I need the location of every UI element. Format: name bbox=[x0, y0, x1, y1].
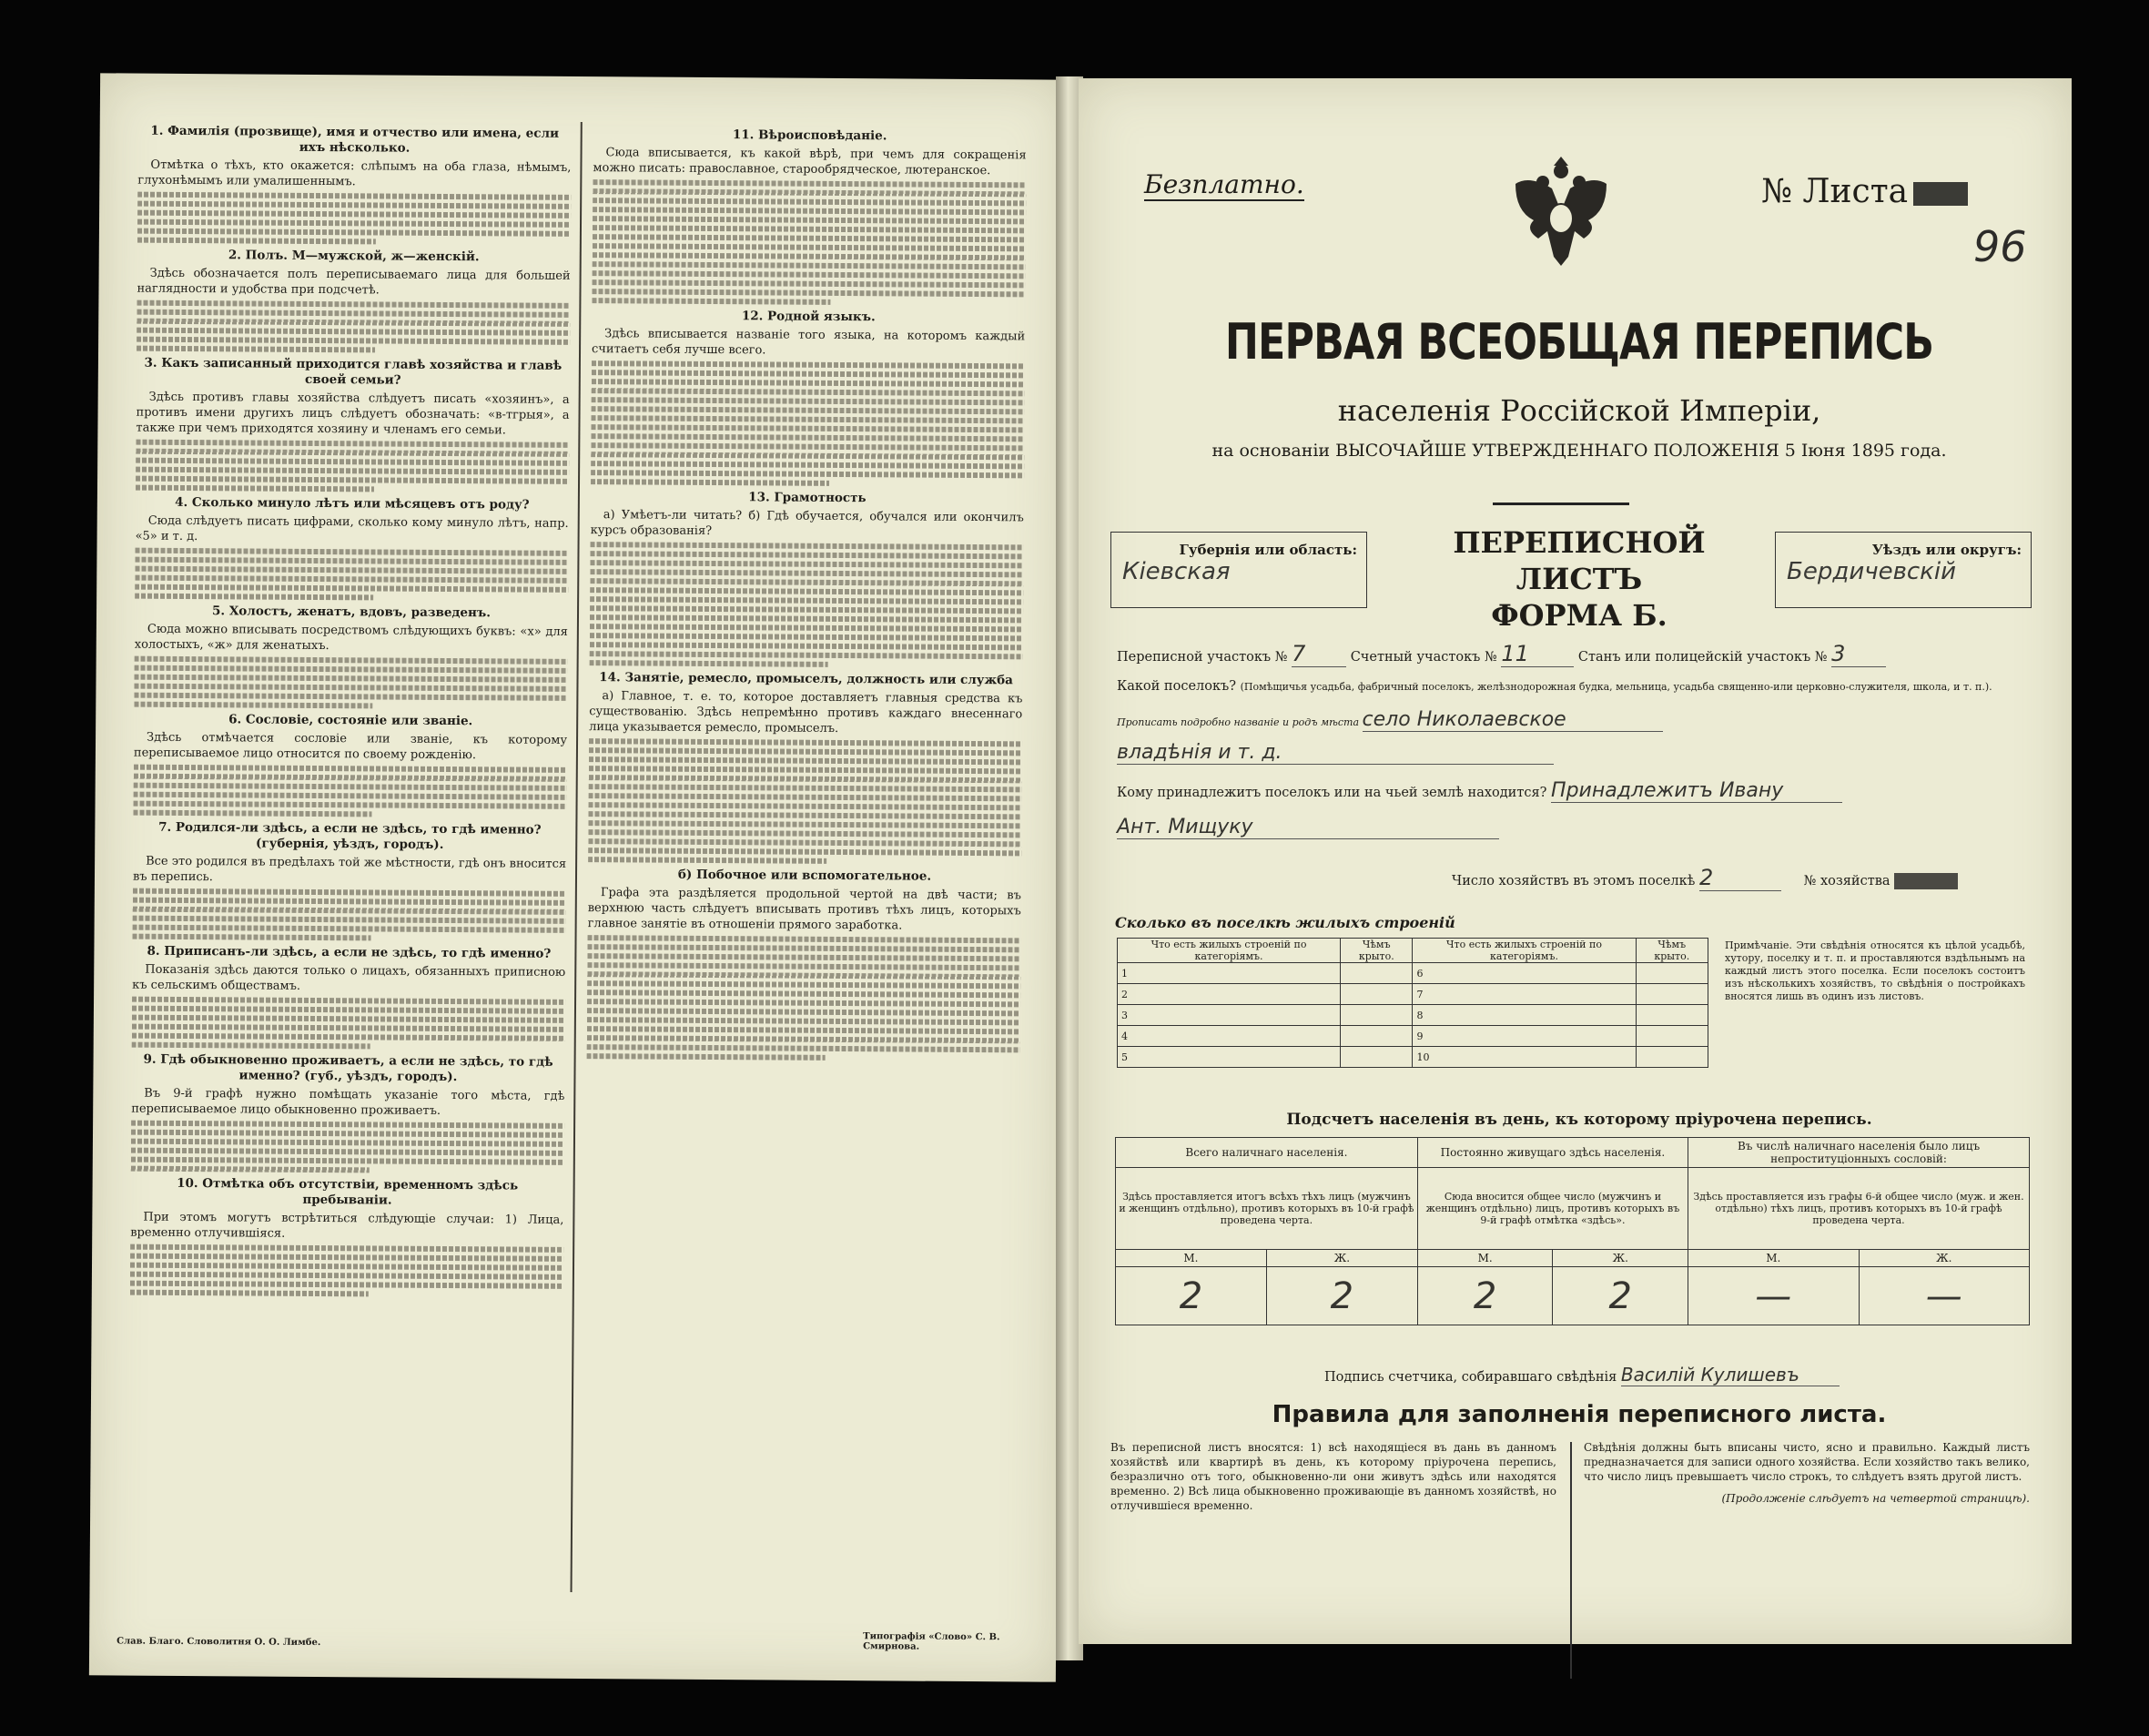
dwellings-row-num: 5 bbox=[1118, 1047, 1341, 1068]
fine-print-line bbox=[588, 935, 1021, 943]
dwellings-row-num: 3 bbox=[1118, 1005, 1341, 1026]
fine-print-line bbox=[590, 560, 1023, 568]
section-heading: 11. Вѣроисповѣданіе. bbox=[732, 127, 887, 144]
fine-print-line bbox=[593, 243, 1026, 251]
fine-print-line bbox=[134, 765, 567, 773]
fine-print-line bbox=[592, 406, 1025, 414]
section-text: Сюда вписывается, къ какой вѣрѣ, при чемъ для сокращенія можно писать: православное, старообрядческое, лютеранское. bbox=[593, 146, 1027, 178]
fine-print-line bbox=[592, 289, 1025, 297]
owner-value: Принадлежитъ Ивану bbox=[1551, 779, 1842, 803]
fine-print-line bbox=[133, 907, 566, 915]
fine-print-line bbox=[589, 784, 1022, 792]
printer-footer: Слав. Благо. Словолитня О. О. Лимбе. bbox=[117, 1636, 321, 1649]
fine-print-line bbox=[591, 424, 1024, 432]
fine-print-line bbox=[593, 234, 1026, 242]
note-text: Примѣчаніе. Эти свѣдѣнія относятся къ цѣлой усадьбѣ, хутору, поселку и т. п. и проставляются вздѣльнымъ на каждый листъ этого поселка. Если поселокъ состоитъ изъ нѣсколькихъ хозяйствъ, то свѣдѣнія о постройкахъ вносятся лишь въ одинъ изъ листовъ. bbox=[1725, 939, 2025, 1002]
fine-print-line bbox=[593, 270, 1026, 279]
fine-print-line bbox=[135, 575, 568, 584]
owner-line-2 bbox=[1117, 816, 1499, 839]
fine-print-line bbox=[587, 1053, 826, 1061]
gubernia-box bbox=[1110, 532, 1367, 608]
count-value: — bbox=[1859, 1267, 2030, 1325]
dwellings-row-num: 6 bbox=[1413, 963, 1636, 984]
fine-print-line bbox=[135, 557, 568, 565]
fine-print-line bbox=[591, 452, 1024, 460]
fine-print-line bbox=[130, 1263, 563, 1271]
dwellings-col3-header: Что есть жилыхъ строеній по категоріямъ. bbox=[1413, 939, 1636, 963]
count-value: 2 bbox=[1116, 1267, 1267, 1325]
section-heading: 3. Какъ записанный приходится главѣ хозяйства и главѣ своей семьи? bbox=[144, 355, 563, 388]
fine-print-line bbox=[587, 944, 1020, 952]
fine-print-line bbox=[132, 1033, 565, 1041]
count-desc-2: Сюда вносится общее число (мужчинъ и женщинъ отдѣльно) лицъ, противъ которыхъ въ 9-й графѣ отмѣтка «здѣсь». bbox=[1417, 1168, 1688, 1250]
fine-print-line bbox=[137, 319, 570, 327]
dwellings-row bbox=[1118, 1047, 1708, 1068]
section-text: Все это родился въ предѣлахъ той же мѣстности, гдѣ онъ вносится въ перепись. bbox=[132, 854, 567, 885]
dwellings-table bbox=[1117, 938, 1708, 1068]
fine-print-line bbox=[134, 774, 567, 782]
fine-print-line bbox=[137, 238, 376, 245]
count-value: 2 bbox=[1266, 1267, 1417, 1325]
section-heading: 4. Сколько минуло лѣтъ или мѣсяцевъ отъ роду? bbox=[175, 494, 530, 513]
fine-print-line bbox=[591, 542, 1024, 550]
section-text: Сюда слѣдуетъ писать цифрами, сколько кому минуло лѣтъ, напр. «5» и т. д. bbox=[135, 513, 569, 544]
dwellings-roof-cell bbox=[1341, 984, 1413, 1005]
fine-print-line bbox=[137, 210, 571, 218]
fine-print-line bbox=[592, 388, 1025, 396]
fine-print-line bbox=[588, 829, 1021, 838]
fine-print-line bbox=[134, 702, 372, 709]
fine-print-line bbox=[135, 584, 568, 593]
count-header-1: Всего наличнаго населенія. bbox=[1116, 1138, 1418, 1168]
fine-print-line bbox=[130, 1272, 563, 1280]
fine-print-line bbox=[587, 1035, 1020, 1043]
owner-line: Кому принадлежитъ поселокъ или на чьей землѣ находится? Принадлежитъ Ивану bbox=[1117, 779, 1842, 803]
fine-print-line bbox=[136, 476, 569, 484]
fine-print-line bbox=[587, 971, 1020, 980]
fine-print-line bbox=[588, 820, 1021, 828]
fine-print-line bbox=[133, 934, 371, 941]
dwellings-roof-cell bbox=[1341, 1047, 1413, 1068]
fine-print-line bbox=[134, 783, 567, 791]
rules-column-1: Въ переписной листъ вносятся: 1) всѣ находящіеся въ дань въ данномъ хозяйствѣ или квартирѣ въ день, къ которому пріурочена перепись, безразлично отъ того, обыкновенно-ли они живутъ здѣсь или находятся временно. 2) Всѣ лица обыкновенно проживающіе въ данномъ хозяйствѣ, но отлучившіеся временно. bbox=[1110, 1441, 1556, 1512]
fine-print-line bbox=[587, 1026, 1020, 1034]
fine-print-line bbox=[590, 624, 1023, 632]
section-text: Здѣсь противъ главы хозяйства слѣдуетъ писать «хозяинъ», а противъ имени другихъ лицъ слѣдуетъ обозначать: «в-тгрыя», а также при чемъ приходятся хозяину и членамъ его семьи. bbox=[136, 390, 570, 438]
fine-print-line bbox=[589, 747, 1022, 756]
fine-print-line bbox=[137, 228, 571, 237]
dwellings-row-num: 10 bbox=[1413, 1047, 1636, 1068]
fine-print-line bbox=[134, 693, 567, 701]
fine-print-line bbox=[588, 838, 1021, 847]
fine-print-line bbox=[136, 485, 374, 492]
count-subheader-row bbox=[1116, 1250, 2030, 1267]
count-sex-header: М. bbox=[1688, 1250, 1859, 1267]
section-heading: 12. Родной языкъ. bbox=[741, 309, 876, 325]
fine-print-line bbox=[133, 925, 566, 933]
section-text: Здѣсь отмѣчается сословіе или званіе, къ которому переписываемое лицо относится по своему рожденію. bbox=[133, 730, 568, 763]
gubernia-label: Губернія или область: bbox=[1179, 542, 1357, 558]
fine-print-line bbox=[137, 310, 570, 318]
fine-print-line bbox=[131, 1130, 564, 1138]
fine-print-line bbox=[134, 684, 567, 692]
fine-print-line bbox=[590, 551, 1023, 559]
fine-print-line bbox=[593, 225, 1026, 233]
fine-print-line bbox=[130, 1290, 369, 1297]
fine-print-line bbox=[589, 738, 1022, 746]
fine-print-line bbox=[589, 775, 1022, 783]
section-heading: 10. Отмѣтка объ отсутствіи, временномъ здѣсь пребываніи. bbox=[177, 1175, 519, 1208]
fine-print-line bbox=[132, 1006, 565, 1014]
fine-print-line bbox=[135, 594, 373, 601]
section-heading: 1. Фамилія (прозвище), имя и отчество или имена, если ихъ нѣсколько. bbox=[150, 123, 560, 156]
fine-print-line bbox=[592, 298, 830, 305]
settlement-line-2: Прописать подробно названіе и родъ мѣста село Николаевское bbox=[1117, 708, 1663, 732]
column-divider bbox=[571, 122, 583, 1592]
population-count-title: Подсчетъ населенія въ день, къ которому пріурочена перепись. bbox=[1286, 1111, 1872, 1129]
fine-print-line bbox=[137, 219, 571, 228]
fine-print-line bbox=[593, 188, 1026, 197]
section-heading: 6. Сословіе, состояніе или званіе. bbox=[228, 712, 473, 729]
fine-print-line bbox=[131, 1166, 370, 1173]
fine-print-line bbox=[590, 651, 1023, 659]
section-text: Показанія здѣсь даются только о лицахъ, обязанныхъ приписною къ сельскимъ обществамъ. bbox=[132, 962, 566, 993]
count-sex-header: М. bbox=[1116, 1250, 1267, 1267]
fine-print-line bbox=[588, 848, 1021, 856]
dwellings-row-num: 8 bbox=[1413, 1005, 1636, 1026]
dwellings-col4-header: Чѣмъ крыто. bbox=[1636, 939, 1708, 963]
fine-print-line bbox=[593, 207, 1026, 215]
fine-print-line bbox=[131, 1121, 564, 1129]
settlement-value-2: владѣнія и т. д. bbox=[1117, 741, 1554, 765]
fine-print-line bbox=[131, 1139, 564, 1147]
section-text: Здѣсь обозначается полъ переписываемаго лица для большей наглядности и удобства при подсчетѣ. bbox=[137, 266, 571, 298]
fine-print-line bbox=[590, 569, 1023, 577]
fine-print-line bbox=[136, 449, 569, 457]
fine-print-line bbox=[132, 1042, 370, 1050]
dwellings-roof-cell bbox=[1341, 963, 1413, 984]
districts-line: Переписной участокъ № 7 Счетный участокъ № 11 Станъ или полицейскій участокъ № 3 bbox=[1117, 641, 1886, 667]
dwellings-row bbox=[1118, 1005, 1708, 1026]
fine-print-line bbox=[589, 802, 1022, 810]
dwellings-roof-cell bbox=[1636, 1005, 1708, 1026]
section-text: а) Главное, т. е. то, которое доставляетъ главныя средства къ существованію. Здѣсь непремѣнно противъ каждаго внесеннаго лица указывается ремесло, промыселъ. bbox=[589, 689, 1023, 736]
stan-value: 3 bbox=[1831, 641, 1886, 667]
count-header-3: Въ числѣ наличнаго населенія было лицъ непроституціонныхъ сословій: bbox=[1688, 1138, 2030, 1168]
fine-print-line bbox=[589, 756, 1022, 765]
count-value: 2 bbox=[1417, 1267, 1553, 1325]
count-sex-header: Ж. bbox=[1553, 1250, 1688, 1267]
fine-print-line bbox=[131, 1148, 564, 1156]
fine-print-line bbox=[132, 1015, 565, 1023]
fine-print-line bbox=[592, 379, 1025, 387]
section-heading: 5. Холостъ, женатъ, вдовъ, разведенъ. bbox=[212, 604, 492, 621]
fine-print-line bbox=[130, 1281, 563, 1289]
household-number-scribble bbox=[1894, 873, 1958, 889]
dwellings-col1-header: Что есть жилыхъ строеній по категоріямъ. bbox=[1118, 939, 1341, 963]
count-value: 2 bbox=[1553, 1267, 1688, 1325]
fine-print-line bbox=[137, 300, 570, 309]
settlement-value: село Николаевское bbox=[1363, 708, 1663, 732]
fine-print-line bbox=[135, 665, 568, 674]
fine-print-line bbox=[592, 397, 1025, 405]
fine-print-line bbox=[135, 656, 568, 665]
dwellings-row bbox=[1118, 963, 1708, 984]
dwellings-row bbox=[1118, 984, 1708, 1005]
count-desc-3: Здѣсь проставляется изъ графы 6-й общее число (муж. и жен. отдѣльно) тѣхъ лицъ, противъ которыхъ въ 10-й графѣ проведена черта. bbox=[1688, 1168, 2030, 1250]
free-label: Безплатно. bbox=[1144, 169, 1304, 199]
count-values-row bbox=[1116, 1267, 2030, 1325]
fine-print-line bbox=[136, 440, 569, 448]
dwellings-col2-header: Чѣмъ крыто. bbox=[1341, 939, 1413, 963]
sheet-title-line1: ПЕРЕПИСНОЙ ЛИСТЪ bbox=[1453, 525, 1706, 596]
fine-print-line bbox=[587, 1008, 1020, 1016]
fine-print-line bbox=[590, 596, 1023, 604]
count-desc-1: Здѣсь проставляется итогъ всѣхъ тѣхъ лицъ (мужчинъ и женщинъ отдѣльно), противъ которыхъ въ 10-й графѣ проведена черта. bbox=[1116, 1168, 1418, 1250]
fine-print-line bbox=[130, 1244, 563, 1253]
sheet-number: № Листа bbox=[1761, 173, 1968, 210]
dwellings-roof-cell bbox=[1636, 1047, 1708, 1068]
census-district-value: 7 bbox=[1292, 641, 1346, 667]
dwellings-row-num: 9 bbox=[1413, 1026, 1636, 1047]
fine-print-line bbox=[132, 1024, 565, 1032]
settlement-line: Какой поселокъ? (Помѣщичья усадьба, фабричный поселокъ, желѣзнодорожная будка, мельница, усадьба священно-или церковно-служителя, школа, и т. п.). bbox=[1117, 679, 1992, 694]
fine-print-line bbox=[591, 442, 1024, 451]
page-subtitle: населенія Россійской Имперіи, bbox=[1337, 393, 1821, 428]
section-text: а) Умѣетъ-ли читать? б) Гдѣ обучается, обучался или окончилъ курсъ образованія? bbox=[590, 508, 1024, 539]
fine-print-line bbox=[137, 201, 571, 209]
fine-print-line bbox=[588, 857, 826, 864]
page-title: ПЕРВАЯ ВСЕОБЩАЯ ПЕРЕПИСЬ bbox=[1224, 313, 1934, 371]
count-sex-header: Ж. bbox=[1266, 1250, 1417, 1267]
dwellings-label: Сколько въ поселкѣ жилыхъ строеній bbox=[1115, 914, 1455, 931]
section-heading: 9. Гдѣ обыкновенно проживаетъ, а если не здѣсь, то гдѣ именно? (губ., уѣздъ, городъ). bbox=[143, 1051, 553, 1085]
fine-print-line bbox=[590, 633, 1023, 641]
rules-column-2: Свѣдѣнія должны быть вписаны чисто, ясно и правильно. Каждый листъ предназначается для записи одного хозяйства. Если хозяйство такъ велико, что число лицъ превышаетъ число строкъ, то слѣдуетъ взять другой листъ. (Продолженіе слѣдуетъ на четвертой страницѣ). bbox=[1584, 1441, 2030, 1505]
fine-print-line bbox=[136, 467, 569, 475]
fine-print-line bbox=[133, 916, 566, 924]
left-column-1 bbox=[130, 119, 572, 1302]
fine-print-line bbox=[135, 566, 568, 574]
fine-print-line bbox=[591, 433, 1024, 442]
fine-print-line bbox=[130, 1254, 563, 1262]
fine-print-line bbox=[591, 470, 1024, 478]
dwellings-roof-cell bbox=[1341, 1005, 1413, 1026]
fine-print-line bbox=[590, 660, 828, 667]
fine-print-line bbox=[587, 953, 1020, 961]
count-sex-header: Ж. bbox=[1859, 1250, 2030, 1267]
fine-print-line bbox=[593, 179, 1026, 188]
dwellings-roof-cell bbox=[1341, 1026, 1413, 1047]
gubernia-value: Кіевская bbox=[1122, 558, 1231, 585]
fine-print-line bbox=[137, 346, 375, 353]
uezd-label: Уѣздъ или округъ: bbox=[1871, 542, 2022, 558]
rules-title: Правила для заполненія переписного листа. bbox=[1272, 1401, 1887, 1428]
rules-divider bbox=[1570, 1442, 1572, 1679]
fine-print-line bbox=[587, 999, 1020, 1007]
settlement-line-3 bbox=[1117, 741, 1554, 765]
section-heading: б) Побочное или вспомогательное. bbox=[677, 867, 932, 884]
dwellings-roof-cell bbox=[1636, 984, 1708, 1005]
dwellings-roof-cell bbox=[1636, 963, 1708, 984]
section-text: Здѣсь вписывается названіе того языка, на которомъ каждый считаетъ себя лучше всего. bbox=[592, 327, 1026, 358]
fine-print-line bbox=[132, 997, 565, 1005]
fine-print-line bbox=[590, 605, 1023, 614]
fine-print-line bbox=[590, 642, 1023, 650]
fine-print-line bbox=[133, 810, 371, 817]
section-heading: 7. Родился-ли здѣсь, а если не здѣсь, то гдѣ именно? (губернія, уѣздъ, городъ). bbox=[158, 819, 542, 852]
population-count-table bbox=[1115, 1137, 2030, 1325]
fine-print-line bbox=[592, 360, 1025, 369]
basis-line: на основаніи ВЫСОЧАЙШЕ УТВЕРЖДЕННАГО ПОЛОЖЕНІЯ 5 Іюня 1895 года. bbox=[1211, 441, 1947, 461]
count-header-2: Постоянно живущаго здѣсь населенія. bbox=[1417, 1138, 1688, 1168]
census-form bbox=[1097, 104, 2062, 1633]
handwritten-page-number: 96 bbox=[1973, 222, 2027, 271]
section-text: Отмѣтка о тѣхъ, кто окажется: слѣпымъ на оба глаза, нѣмымъ, глухонѣмымъ или умалишеннымъ. bbox=[137, 157, 572, 189]
section-heading: 14. Занятіе, ремесло, промыселъ, должность или служба bbox=[599, 670, 1013, 688]
fine-print-line bbox=[131, 1157, 564, 1165]
dwellings-row bbox=[1118, 1026, 1708, 1047]
sheet-title bbox=[1406, 524, 1752, 634]
fine-print-line bbox=[593, 279, 1026, 288]
uezd-value: Бердичевскій bbox=[1787, 558, 1957, 585]
dwellings-row-num: 1 bbox=[1118, 963, 1341, 984]
fine-print-line bbox=[587, 962, 1020, 970]
section-heading: 2. Полъ. М—мужской, ж—женскій. bbox=[228, 248, 480, 265]
uezd-box bbox=[1775, 532, 2032, 608]
section-text: При этомъ могутъ встрѣтиться слѣдующіе случаи: 1) Лица, временно отлучившіяся. bbox=[130, 1210, 564, 1241]
section-text: Графа эта раздѣляется продольной чертой на двѣ части; въ верхнюю часть слѣдуетъ вписывать противъ тѣхъ лицъ, которыхъ главное занятіе въ отношеніи прямого заработка. bbox=[587, 886, 1021, 933]
fine-print-line bbox=[589, 766, 1022, 774]
fine-print-line bbox=[135, 675, 568, 683]
sheet-title-line2: ФОРМА Б. bbox=[1491, 598, 1668, 633]
fine-print-line bbox=[590, 578, 1023, 586]
fine-print-line bbox=[587, 980, 1020, 989]
section-heading: 8. Приписанъ-ли здѣсь, а если не здѣсь, то гдѣ именно? bbox=[147, 943, 552, 961]
fine-print-line bbox=[589, 793, 1022, 801]
households-value: 2 bbox=[1699, 865, 1781, 891]
sheet-number-scribble bbox=[1913, 182, 1968, 206]
households-line: Число хозяйствъ въ этомъ поселкѣ 2 № хозяйства bbox=[1452, 865, 1958, 891]
fine-print-line bbox=[590, 614, 1023, 623]
fine-print-line bbox=[133, 888, 566, 897]
typography-footer: Типографія «Слово» С. В. Смирнова. bbox=[863, 1631, 1000, 1652]
double-headed-eagle-icon bbox=[1497, 147, 1625, 275]
counting-district-value: 11 bbox=[1501, 641, 1574, 667]
dwellings-row-num: 7 bbox=[1413, 984, 1636, 1005]
title-divider bbox=[1493, 503, 1629, 505]
fine-print-line bbox=[588, 811, 1021, 819]
dwellings-roof-cell bbox=[1636, 1026, 1708, 1047]
section-text: Въ 9-й графѣ нужно помѣщать указаніе того мѣста, гдѣ переписываемое лицо обыкновенно проживаетъ. bbox=[131, 1086, 565, 1118]
fine-print-line bbox=[587, 1044, 1020, 1052]
fine-print-line bbox=[137, 337, 570, 345]
fine-print-line bbox=[134, 801, 567, 809]
fine-print-line bbox=[137, 328, 570, 336]
fine-print-line bbox=[593, 261, 1026, 269]
owner-value-2: Ант. Мищуку bbox=[1117, 816, 1499, 839]
signature-line: Подпись счетчика, собиравшаго свѣдѣнія Василій Кулишевъ bbox=[1324, 1364, 1840, 1386]
fine-print-line bbox=[591, 479, 829, 486]
right-page bbox=[1079, 78, 2072, 1644]
fine-print-line bbox=[592, 415, 1025, 423]
count-value: — bbox=[1688, 1267, 1859, 1325]
counter-signature: Василій Кулишевъ bbox=[1621, 1364, 1840, 1386]
dwellings-row-num: 4 bbox=[1118, 1026, 1341, 1047]
section-heading: 13. Грамотность bbox=[748, 490, 867, 506]
fine-print-line bbox=[591, 461, 1024, 469]
fine-print-line bbox=[592, 370, 1025, 378]
fine-print-line bbox=[134, 792, 567, 800]
fine-print-line bbox=[593, 252, 1026, 260]
rules-continuation: (Продолженіе слѣдуетъ на четвертой страницѣ). bbox=[1721, 1492, 2030, 1505]
fine-print-line bbox=[587, 1017, 1020, 1025]
fine-print-line bbox=[137, 192, 571, 200]
fine-print-line bbox=[593, 216, 1026, 224]
fine-print-line bbox=[135, 548, 568, 556]
section-text: Сюда можно вписывать посредствомъ слѣдующихъ буквъ: «х» для холостыхъ, «ж» для женатыхъ. bbox=[134, 622, 568, 654]
fine-print-line bbox=[136, 458, 569, 466]
dwellings-row-num: 2 bbox=[1118, 984, 1341, 1005]
left-column-2 bbox=[587, 122, 1027, 1065]
fine-print-line bbox=[587, 990, 1020, 998]
fine-print-line bbox=[593, 198, 1026, 206]
fine-print-line bbox=[590, 587, 1023, 595]
left-page bbox=[89, 73, 1067, 1681]
count-sex-header: М. bbox=[1417, 1250, 1553, 1267]
fine-print-line bbox=[133, 898, 566, 906]
